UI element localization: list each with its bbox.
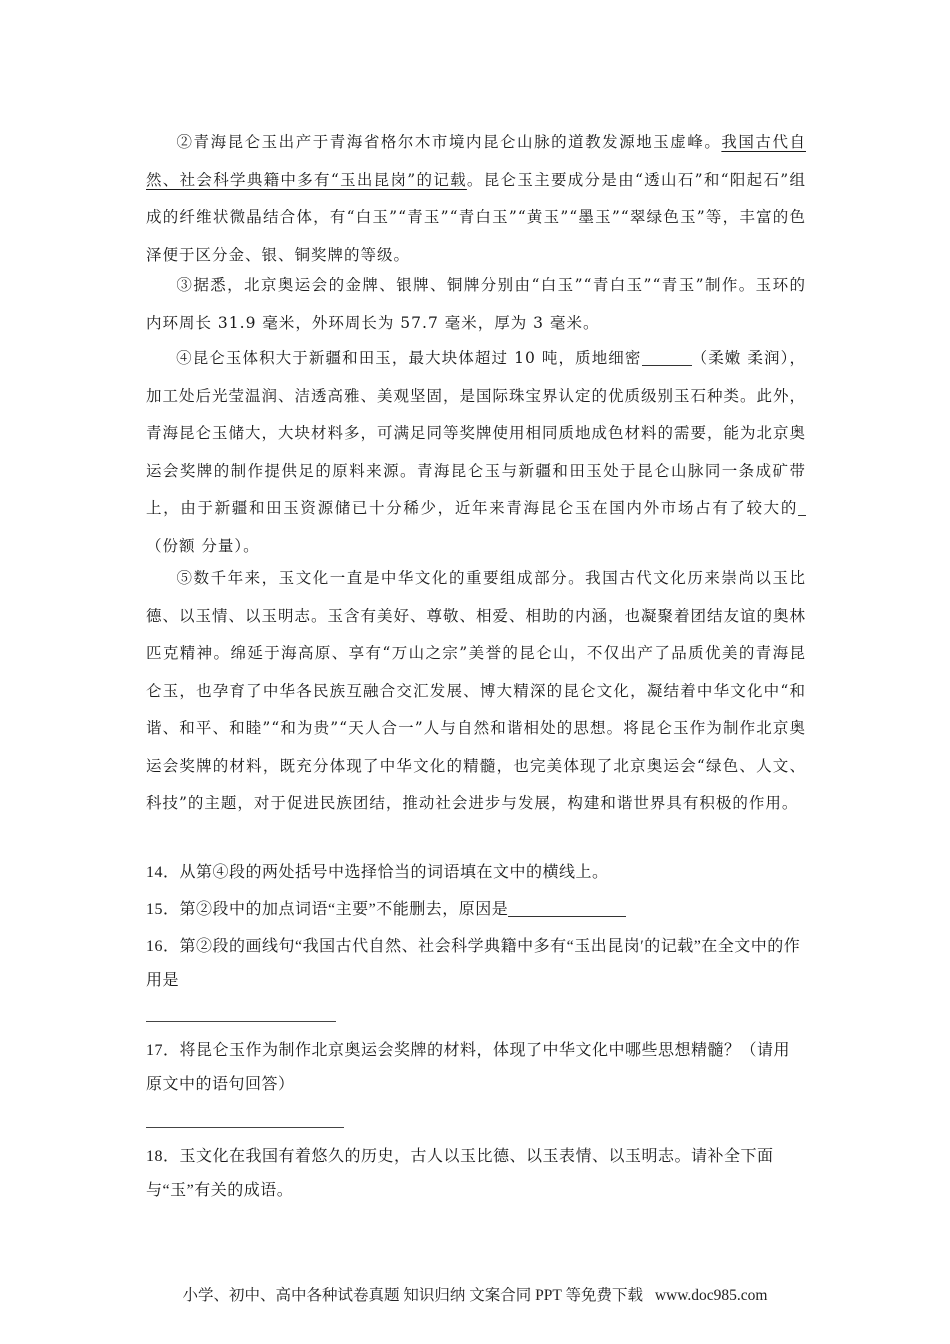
paragraph-2-lead: ②青海昆仑玉出产于青海省格尔木市境内昆仑山脉的道教发源地玉虚峰。 — [176, 133, 722, 151]
paragraph-2-rest: 。昆仑玉主要成分是由“透山石”和“阳起石”组成的纤维状微晶结合体，有“白玉”“青玉”“青白玉”“黄玉”“墨玉”“翠绿色玉”等，丰富的色泽便于区分金、银、铜奖牌的等级。 — [146, 170, 806, 264]
blank-2-options: （份额 分量）。 — [146, 536, 260, 555]
paragraph-2 — [146, 124, 806, 274]
paragraph-4-part2: 加工处后光莹温润、洁透高雅、美观坚固，是国际珠宝界认定的优质级别玉石种类。此外，青海昆仑玉储大，大块材料多，可满足同等奖牌使用相同质地成色材料的需要，能为北京奥运会奖牌的制作提供足的原料来源。青海昆仑玉与新疆和田玉处于昆仑山脉同一条成矿带上，由于新疆和田玉资源储已十分稀少，近年来青海昆仑玉在国内外市场占有了较大的 — [146, 386, 807, 517]
page-footer — [0, 1283, 950, 1305]
question-18: 18．玉文化在我国有着悠久的历史，古人以玉比德、以玉表情、以玉明志。请补全下面与“玉”有关的成语。 — [146, 1148, 774, 1199]
question-15 — [146, 893, 806, 927]
fill-blank-1[interactable] — [642, 350, 692, 367]
footer-website-link[interactable]: www.doc985.com — [654, 1287, 768, 1304]
question-17-answer-line[interactable] — [146, 1127, 344, 1128]
paragraph-3 — [146, 267, 806, 342]
question-14: 14．从第④段的两处括号中选择恰当的词语填在文中的横线上。 — [146, 864, 609, 881]
paragraph-4-part1: ④昆仑玉体积大于新疆和田玉，最大块体超过 10 吨，质地细密 — [176, 349, 642, 367]
question-16: 16．第②段的画线句“我国古代自然、社会科学典籍中多有“玉出昆岗′的记载”在全文中的作用是 — [146, 938, 801, 989]
paragraph-5 — [146, 560, 806, 823]
question-16-answer-line[interactable] — [146, 1021, 336, 1022]
footer-tagline: 小学、初中、高中各种试卷真题 知识归纳 文案合同 PPT 等免费下载 — [182, 1287, 643, 1304]
question-15-text: 15．第②段中的加点词语“主要”不能删去，原因是 — [146, 901, 509, 918]
paragraph-4 — [146, 340, 806, 565]
blank-1-options: （柔嫩 柔润）， — [691, 349, 806, 367]
paragraph-3-text: ③据悉，北京奥运会的金牌、银牌、铜牌分别由“白玉”“青白玉”“青玉”制作。玉环的内环周长 31.9 毫米，外环周长为 57.7 毫米，厚为 3 毫米。 — [146, 276, 806, 332]
question-17: 17．将昆仑玉作为制作北京奥运会奖牌的材料，体现了中华文化中哪些思想精髓？（请用原文中的语句回答） — [146, 1042, 791, 1093]
fill-blank-2[interactable] — [798, 500, 806, 517]
question-15-answer-blank[interactable] — [508, 900, 626, 917]
paragraph-5-text: ⑤数千年来，玉文化一直是中华文化的重要组成部分。我国古代文化历来崇尚以玉比德、以玉情、以玉明志。玉含有美好、尊敬、相爱、相助的内涵，也凝聚着团结友谊的奥林匹克精神。绵延于海高原、享有“万山之宗”美誉的昆仑山，不仅出产了品质优美的青海昆仑玉，也孕育了中华各民族互融合交汇发展、博大精深的昆仑文化，凝结着中华文化中“和谐、和平、和睦”“和为贵”“天人合一”人与自然和谐相处的思想。将昆仑玉作为制作北京奥运会奖牌的材料，既充分体现了中华文化的精髓，也完美体现了北京奥运会“绿色、人文、科技”的主题，对于促进民族团结，推动社会进步与发展，构建和谐世界具有积极的作用。 — [146, 569, 807, 812]
underlined-sentence: 我国古代自然、社会科学典籍中多有“玉出昆岗”的记载 — [146, 133, 806, 189]
